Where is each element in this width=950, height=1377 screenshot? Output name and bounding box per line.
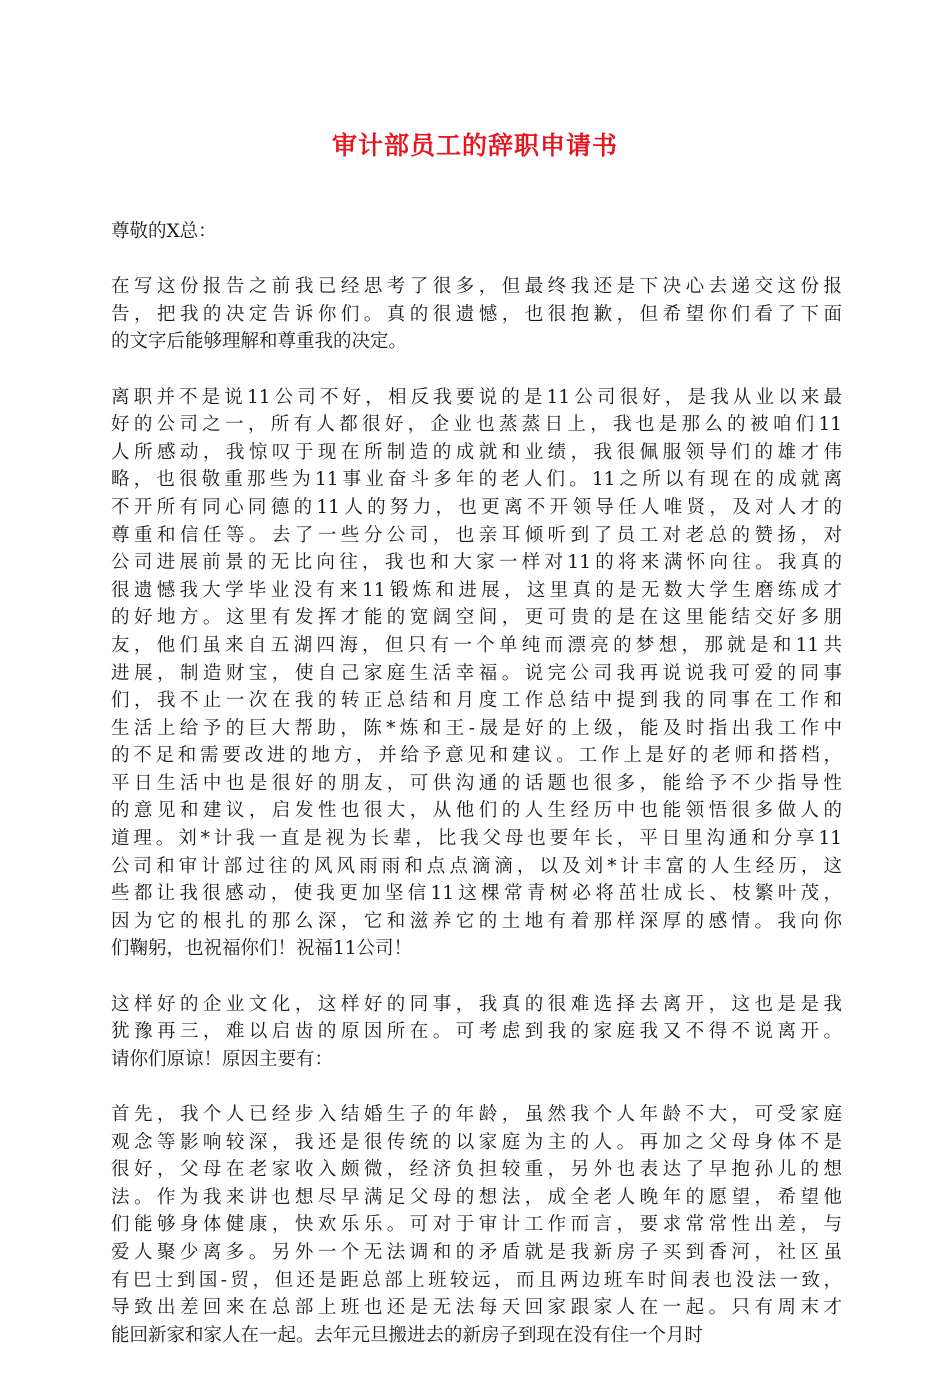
paragraph-line: 很遗憾我大学毕业没有来11锻炼和进展，这里真的是无数大学生磨练成才 bbox=[111, 579, 842, 601]
paragraph bbox=[111, 1101, 842, 1349]
paragraph-line: 道理。刘*计我一直是视为长辈，比我父母也要年长，平日里沟通和分享11 bbox=[111, 828, 842, 850]
paragraph-line: 告，把我的决定告诉你们。真的很遗憾，也很抱歉，但希望你们看了下面 bbox=[111, 303, 842, 325]
paragraph-line: 略，也很敬重那些为11事业奋斗多年的老人们。11之所以有现在的成就离 bbox=[111, 469, 842, 491]
document-title: 审计部员工的辞职申请书 bbox=[331, 131, 618, 160]
paragraph-line: 尊重和信任等。去了一些分公司，也亲耳倾听到了员工对老总的赞扬，对 bbox=[111, 524, 842, 546]
paragraph-line: 生活上给予的巨大帮助，陈*炼和王-晟是好的上级，能及时指出我工作中 bbox=[111, 717, 842, 739]
paragraph-line: 在写这份报告之前我已经思考了很多，但最终我还是下决心去递交这份报 bbox=[111, 276, 842, 298]
paragraph-line: 离职并不是说11公司不好，相反我要说的是11公司很好，是我从业以来最 bbox=[111, 386, 842, 408]
paragraph-line: 导致出差回来在总部上班也还是无法每天回家跟家人在一起。只有周末才 bbox=[111, 1297, 842, 1319]
paragraph-line: 这样好的企业文化，这样好的同事，我真的很难选择去离开，这也是是我 bbox=[111, 993, 842, 1015]
salutation-line: 尊敬的X总： bbox=[111, 221, 217, 242]
paragraph-line: 好的公司之一，所有人都很好，企业也蒸蒸日上，我也是那么的被咱们11 bbox=[111, 414, 842, 436]
paragraph-line: 们能够身体健康，快欢乐乐。可对于审计工作而言，要求常常性出差，与 bbox=[111, 1214, 842, 1236]
paragraph-line: 们，我不止一次在我的转正总结和月度工作总结中提到我的同事在工作和 bbox=[111, 690, 842, 712]
paragraph-line: 因为它的根扎的那么深，它和滋养它的土地有着那样深厚的感情。我向你 bbox=[111, 910, 842, 932]
paragraph-line: 法。作为我来讲也想尽早满足父母的想法，成全老人晚年的愿望，希望他 bbox=[111, 1186, 842, 1208]
paragraph bbox=[111, 384, 842, 963]
paragraph-line: 平日生活中也是很好的朋友，可供沟通的话题也很多，能给予不少指导性 bbox=[111, 772, 842, 794]
paragraph-line: 观念等影响较深，我还是很传统的以家庭为主的人。再加之父母身体不是 bbox=[111, 1131, 842, 1153]
paragraph-line: 犹豫再三，难以启齿的原因所在。可考虑到我的家庭我又不得不说离开。 bbox=[111, 1021, 842, 1043]
paragraph bbox=[111, 273, 842, 356]
paragraph bbox=[111, 991, 842, 1074]
salutation bbox=[111, 218, 842, 246]
paragraph-line: 的不足和需要改进的地方，并给予意见和建议。工作上是好的老师和搭档， bbox=[111, 745, 842, 767]
paragraph-line: 们鞠躬，也祝福你们！祝福11公司！ bbox=[111, 938, 413, 960]
paragraph-line: 有巴士到国-贸，但还是距总部上班较远，而且两边班车时间表也没法一致， bbox=[111, 1269, 842, 1291]
paragraph-line: 友，他们虽来自五湖四海，但只有一个单纯而漂亮的梦想，那就是和11共 bbox=[111, 634, 842, 656]
document-body bbox=[111, 218, 842, 1377]
paragraph-line: 的好地方。这里有发挥才能的宽阔空间，更可贵的是在这里能结交好多朋 bbox=[111, 607, 842, 629]
paragraph-line: 很好，父母在老家收入颇微，经济负担较重，另外也表达了早抱孙儿的想 bbox=[111, 1159, 842, 1181]
paragraph-line: 请你们原谅！原因主要有： bbox=[111, 1048, 334, 1070]
paragraph-line: 人所感动，我惊叹于现在所制造的成就和业绩，我很佩服领导们的雄才伟 bbox=[111, 441, 842, 463]
paragraph-line: 爱人聚少离多。另外一个无法调和的矛盾就是我新房子买到香河，社区虽 bbox=[111, 1241, 842, 1263]
paragraph-line: 首先，我个人已经步入结婚生子的年龄，虽然我个人年龄不大，可受家庭 bbox=[111, 1104, 842, 1125]
paragraph-line: 不开所有同心同德的11人的努力，也更离不开领导任人唯贤，及对人才的 bbox=[111, 496, 842, 518]
paragraph-line: 能回新家和家人在一起。去年元旦搬进去的新房子到现在没有住一个月时 bbox=[111, 1324, 704, 1346]
paragraph-line: 进展，制造财宝，使自己家庭生活幸福。说完公司我再说说我可爱的同事 bbox=[111, 662, 842, 684]
paragraph-line: 的文字后能够理解和尊重我的决定。 bbox=[111, 331, 408, 353]
paragraph-line: 公司进展前景的无比向往，我也和大家一样对11的将来满怀向往。我真的 bbox=[111, 552, 842, 574]
paragraph-line: 的意见和建议，启发性也很大，从他们的人生经历中也能领悟很多做人的 bbox=[111, 800, 842, 822]
paragraph-line: 公司和审计部过往的风风雨雨和点点滴滴，以及刘*计丰富的人生经历，这 bbox=[111, 855, 842, 877]
paragraph-line: 些都让我很感动，使我更加坚信11这棵常青树必将茁壮成长、枝繁叶茂， bbox=[111, 883, 842, 905]
